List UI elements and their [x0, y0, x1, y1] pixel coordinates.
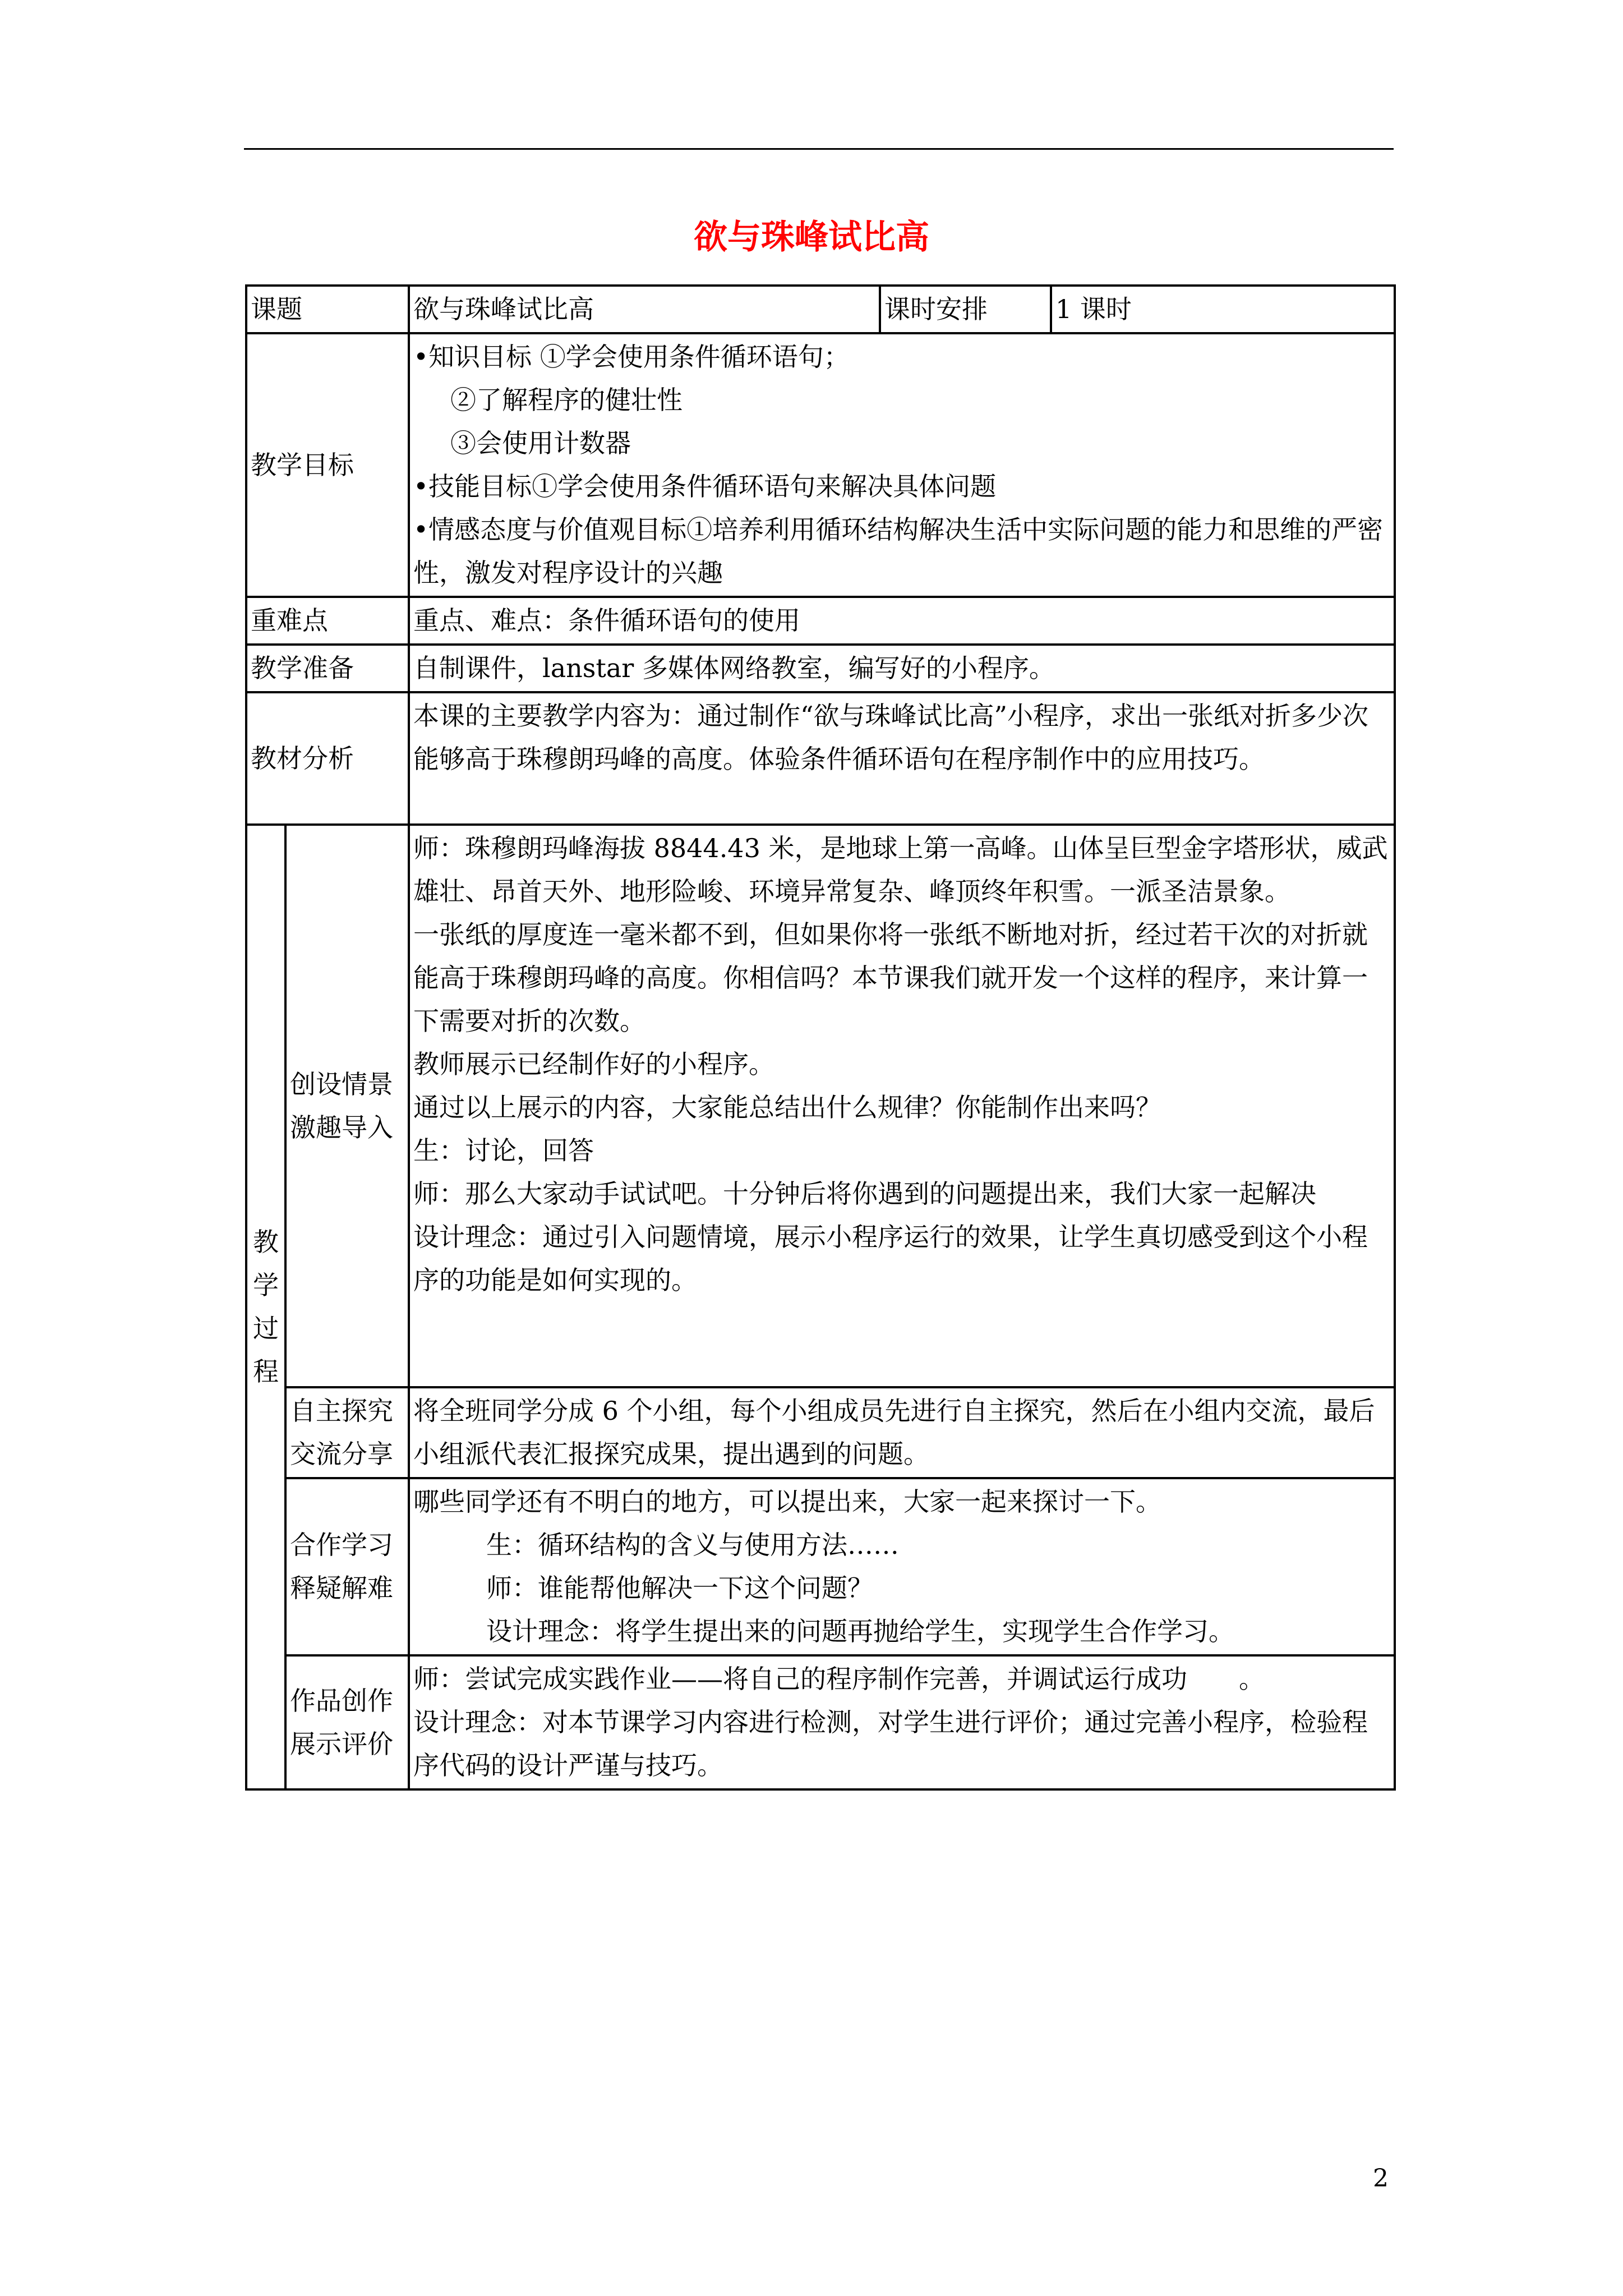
stage-paragraph: 师：珠穆朗玛峰海拔 8844.43 米，是地球上第一高峰。山体呈巨型金字塔形状，威武雄壮、昂首天外、地形险峻、环境异常复杂、峰顶终年积雪。一派圣洁景象。	[413, 833, 1388, 907]
stage-paragraph: 设计理念：通过引入问题情境，展示小程序运行的效果，让学生真切感受到这个小程序的功能是如何实现的。	[413, 1222, 1368, 1295]
process-label-char: 学	[253, 1270, 279, 1300]
stage-label-line: 作品创作	[290, 1685, 393, 1716]
stage-paragraph: 一张纸的厚度连一毫米都不到，但如果你将一张纸不断地对折，经过若干次的对折就能高于珠穆朗玛峰的高度。你相信吗？本节课我们就开发一个这样的程序，来计算一下需要对折的次数。	[413, 919, 1368, 1036]
goals-content	[409, 333, 1395, 597]
stage-label-line: 创设情景	[290, 1069, 393, 1099]
process-stage-3-row	[246, 1478, 1395, 1655]
key-points-row	[246, 597, 1395, 645]
stage-label	[285, 1655, 409, 1789]
key-points-text: 重点、难点：条件循环语句的使用	[409, 597, 1395, 645]
goal-knowledge-3: ③会使用计数器	[450, 428, 631, 458]
stage-paragraph: 师：谁能帮他解决一下这个问题？	[486, 1573, 873, 1603]
stage-label-line: 交流分享	[290, 1439, 393, 1469]
goals-label: 教学目标	[246, 333, 409, 597]
stage-content	[409, 825, 1395, 1387]
process-label-char: 程	[253, 1356, 279, 1387]
key-points-label: 重难点	[246, 597, 409, 645]
lesson-plan-table	[245, 284, 1396, 1791]
goal-attitude: •情感态度与价值观目标①培养利用循环结构解决生活中实际问题的能力和思维的严密性，激发对程序设计的兴趣	[413, 514, 1384, 588]
preparation-text: 自制课件，lanstar 多媒体网络教室，编写好的小程序。	[409, 645, 1395, 692]
topic-value: 欲与珠峰试比高	[409, 286, 880, 333]
analysis-row	[246, 692, 1395, 825]
topic-row	[246, 286, 1395, 333]
goal-knowledge-2: ②了解程序的健壮性	[450, 385, 683, 415]
process-stage-2-row	[246, 1387, 1395, 1478]
stage-content	[409, 1655, 1395, 1789]
preparation-label: 教学准备	[246, 645, 409, 692]
stage-paragraph: 通过以上展示的内容，大家能总结出什么规律？你能制作出来吗？	[413, 1092, 1161, 1122]
stage-paragraph: 生：讨论，回答	[413, 1135, 594, 1166]
stage-paragraph: 师：那么大家动手试试吧。十分钟后将你遇到的问题提出来，我们大家一起解决	[413, 1179, 1316, 1209]
stage-label-line: 释疑解难	[290, 1573, 393, 1603]
preparation-row	[246, 645, 1395, 692]
topic-label: 课题	[246, 286, 409, 333]
analysis-label: 教材分析	[246, 692, 409, 825]
document-title: 欲与珠峰试比高	[694, 218, 929, 257]
stage-paragraph: 将全班同学分成 6 个小组，每个小组成员先进行自主探究，然后在小组内交流，最后小组派代表汇报探究成果，提出遇到的问题。	[413, 1396, 1375, 1469]
stage-label	[285, 825, 409, 1387]
stage-paragraph: 哪些同学还有不明白的地方，可以提出来，大家一起来探讨一下。	[413, 1487, 1161, 1517]
analysis-text: 本课的主要教学内容为：通过制作“欲与珠峰试比高”小程序，求出一张纸对折多少次能够高于珠穆朗玛峰的高度。体验条件循环语句在程序制作中的应用技巧。	[409, 692, 1395, 825]
stage-paragraph: 设计理念：将学生提出来的问题再抛给学生，实现学生合作学习。	[486, 1616, 1234, 1646]
schedule-value: 1 课时	[1051, 286, 1395, 333]
goal-knowledge: •知识目标 ①学会使用条件循环语句；	[413, 342, 850, 372]
header-rule	[244, 148, 1394, 150]
process-label-char: 过	[253, 1313, 279, 1343]
stage-label-line: 合作学习	[290, 1530, 393, 1560]
stage-label-line: 自主探究	[290, 1396, 393, 1426]
stage-paragraph: 生：循环结构的含义与使用方法……	[486, 1530, 899, 1560]
stage-content	[409, 1387, 1395, 1478]
stage-paragraph: 教师展示已经制作好的小程序。	[413, 1049, 774, 1079]
process-stage-4-row	[246, 1655, 1395, 1789]
stage-label-line: 展示评价	[290, 1728, 393, 1759]
schedule-label: 课时安排	[880, 286, 1051, 333]
process-label-char: 教	[253, 1227, 279, 1257]
goals-row	[246, 333, 1395, 597]
stage-paragraph: 师：尝试完成实践作业——将自己的程序制作完善，并调试运行成功 。	[413, 1664, 1265, 1694]
goal-skill: •技能目标①学会使用条件循环语句来解决具体问题	[413, 471, 997, 501]
stage-paragraph: 设计理念：对本节课学习内容进行检测，对学生进行评价；通过完善小程序，检验程序代码的设计严谨与技巧。	[413, 1707, 1368, 1780]
process-stage-1-row	[246, 825, 1395, 1387]
stage-content	[409, 1478, 1395, 1655]
stage-label	[285, 1387, 409, 1478]
stage-label	[285, 1478, 409, 1655]
process-label	[246, 825, 285, 1789]
page-number: 2	[1373, 2164, 1389, 2193]
stage-label-line: 激趣导入	[290, 1112, 393, 1143]
